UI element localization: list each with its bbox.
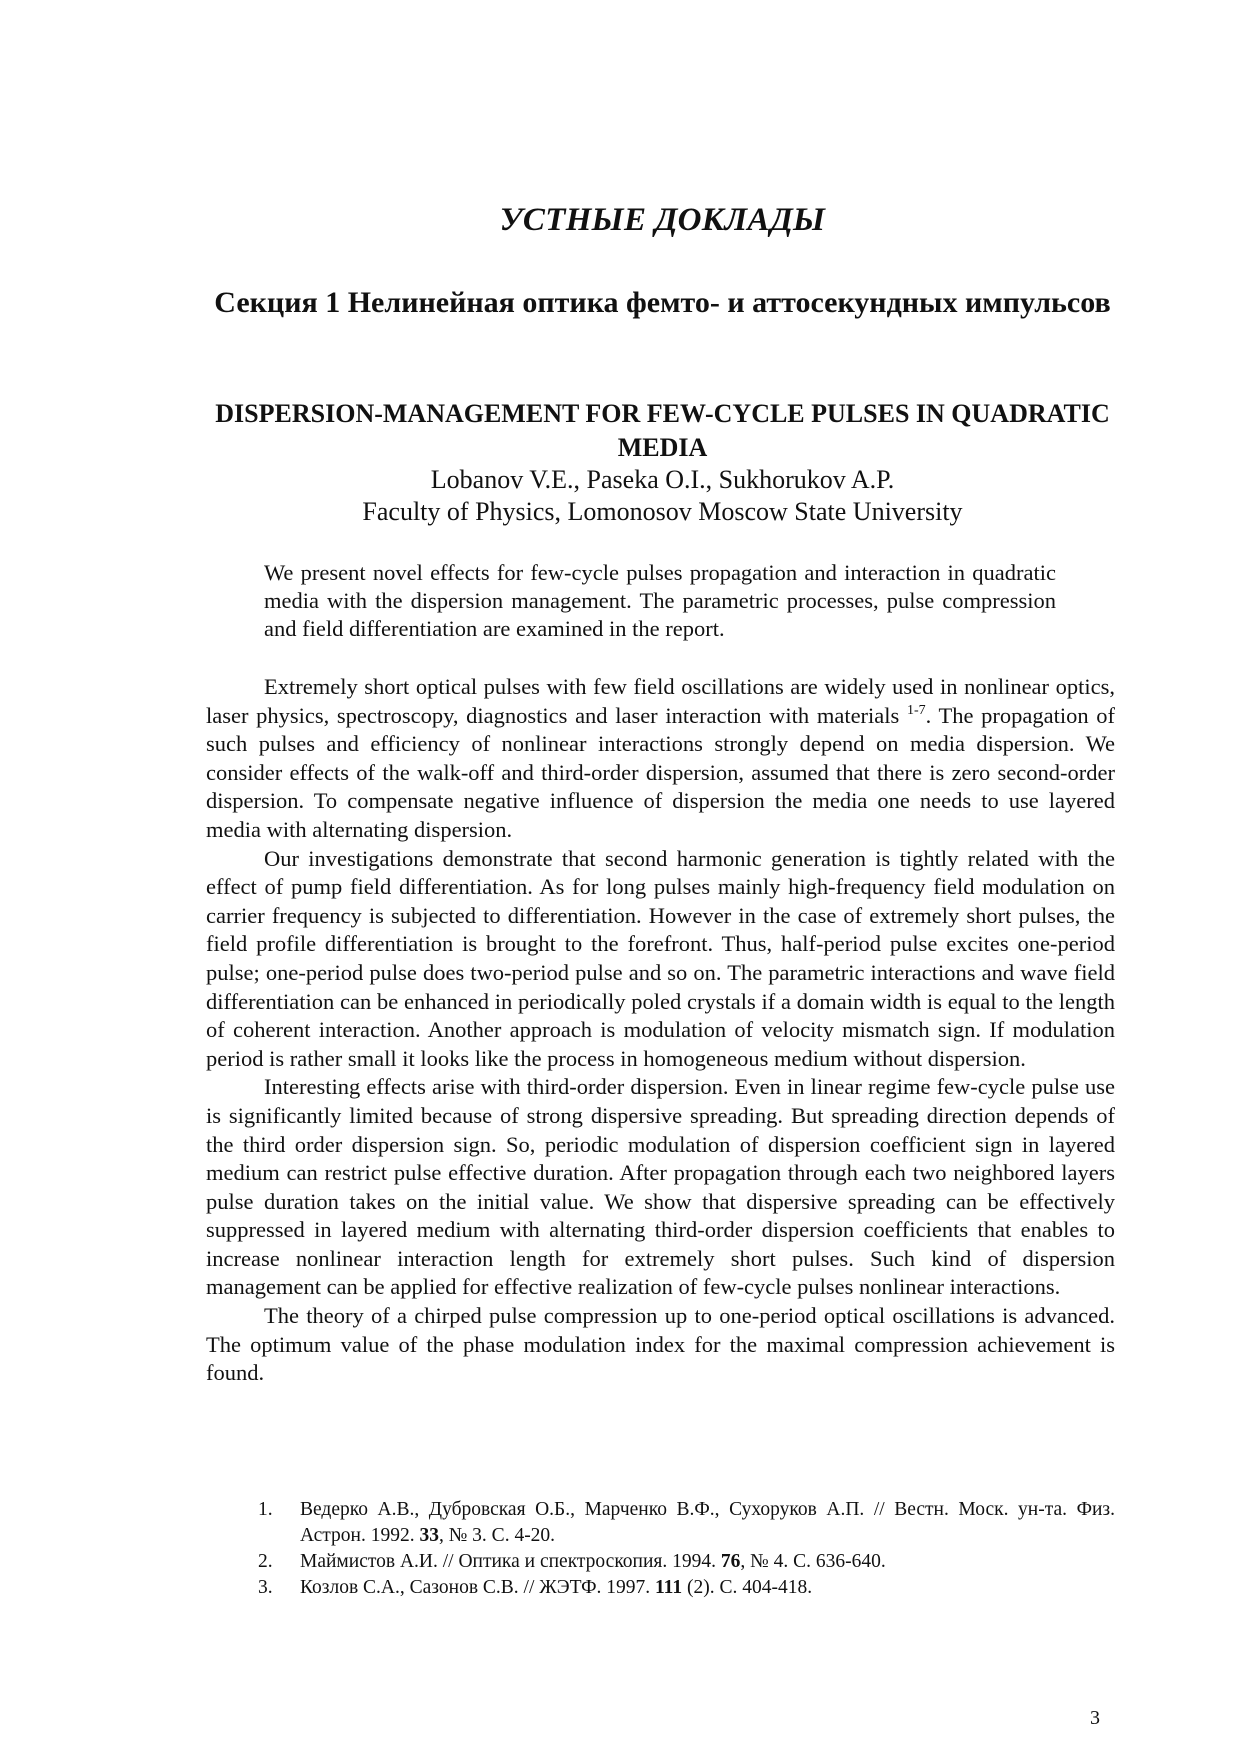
reference-pages: , № 3. С. 4-20.: [438, 1525, 556, 1546]
paper-title: DISPERSION-MANAGEMENT FOR FEW-CYCLE PULSES IN QUADRATIC MEDIA: [215, 399, 1110, 462]
body-text: [206, 673, 1115, 1388]
reference-text: Козлов С.А., Сазонов С.В. // ЖЭТФ. 1997.: [300, 1577, 655, 1598]
paper-authors: Lobanov V.E., Paseka O.I., Sukhorukov A.P.: [430, 465, 895, 494]
body-paragraph-1: [206, 673, 1115, 845]
paper-affiliation: Faculty of Physics, Lomonosov Moscow State University: [362, 497, 963, 526]
reference-item: [258, 1549, 1115, 1575]
page-number: 3: [1090, 1707, 1100, 1729]
reference-text: Маймистов А.И. // Оптика и спектроскопия. 1994.: [300, 1551, 721, 1572]
reference-number: 2.: [258, 1551, 273, 1572]
reference-number: 1.: [258, 1499, 273, 1520]
body-paragraph-2: Our investigations demonstrate that second harmonic generation is tightly related with the effect of pump field differentiation. As for long pulses mainly high-frequency field modulation on carrier frequency is subjected to differentiation. However in the case of extremely short pulses, the field profile differentiation is brought to the forefront. Thus, half-period pulse excites one-period pulse; one-period pulse does two-period pulse and so on. The parametric interactions and wave field differentiation can be enhanced in periodically poled crystals if a domain width is equal to the length of coherent interaction. Another approach is modulation of velocity mismatch sign. If modulation period is rather small it looks like the process in homogeneous medium without dispersion.: [206, 845, 1115, 1071]
reference-volume: 33: [419, 1525, 439, 1546]
body-paragraph-3: Interesting effects arise with third-order dispersion. Even in linear regime few-cycle pulse use is significantly limited because of strong dispersive spreading. But spreading direction depends of the third order dispersion sign. So, periodic modulation of dispersion coefficient sign in layered medium can restrict pulse effective duration. After propagation through each two neighbored layers pulse duration takes on the initial value. We show that dispersive spreading can be effectively suppressed in layered medium with alternating third-order dispersion coefficients that enables to increase nonlinear interaction length for extremely short pulses. Such kind of dispersion management can be applied for effective realization of few-cycle pulses nonlinear interactions.: [206, 1074, 1115, 1300]
reference-pages: , № 4. С. 636-640.: [740, 1551, 886, 1572]
paragraph-1-text: Extremely short optical pulses with few field oscillations are widely used in nonlinear optics, laser physics, spectroscopy, diagnostics and laser interaction with materials: [206, 674, 1115, 728]
abstract: We present novel effects for few-cycle pulses propagation and interaction in quadratic media with the dispersion management. The parametric processes, pulse compression and field differentiation are examined in the report.: [264, 560, 1056, 641]
paragraph-1-continuation: . The propagation of such pulses and efficiency of nonlinear interactions strongly depend on media dispersion. We consider effects of the walk-off and third-order dispersion, assumed that there is zero second-order dispersion. To compensate negative influence of dispersion the media one needs to use layered media with alternating dispersion.: [206, 702, 1115, 842]
reference-pages: (2). С. 404-418.: [682, 1577, 813, 1598]
reference-volume: 76: [720, 1551, 741, 1572]
reference-item: [258, 1497, 1115, 1549]
section-header: УСТНЫЕ ДОКЛАДЫ: [499, 202, 826, 238]
reference-item: [258, 1575, 1115, 1601]
reference-list: [258, 1497, 1115, 1601]
body-paragraph-4: The theory of a chirped pulse compression up to one-period optical oscillations is advanced. The optimum value of the phase modulation index for the maximal compression achievement is found.: [206, 1303, 1115, 1386]
reference-volume: 111: [655, 1577, 683, 1598]
citation-superscript: 1-7: [906, 702, 926, 718]
section-title: Секция 1 Нелинейная оптика фемто- и аттосекундных импульсов: [214, 286, 1111, 319]
reference-text: Ведерко А.В., Дубровская О.Б., Марченко В.Ф., Сухоруков А.П. // Вестн. Моск. ун-та. Физ. Астрон. 1992.: [300, 1499, 1115, 1546]
reference-number: 3.: [258, 1577, 273, 1598]
